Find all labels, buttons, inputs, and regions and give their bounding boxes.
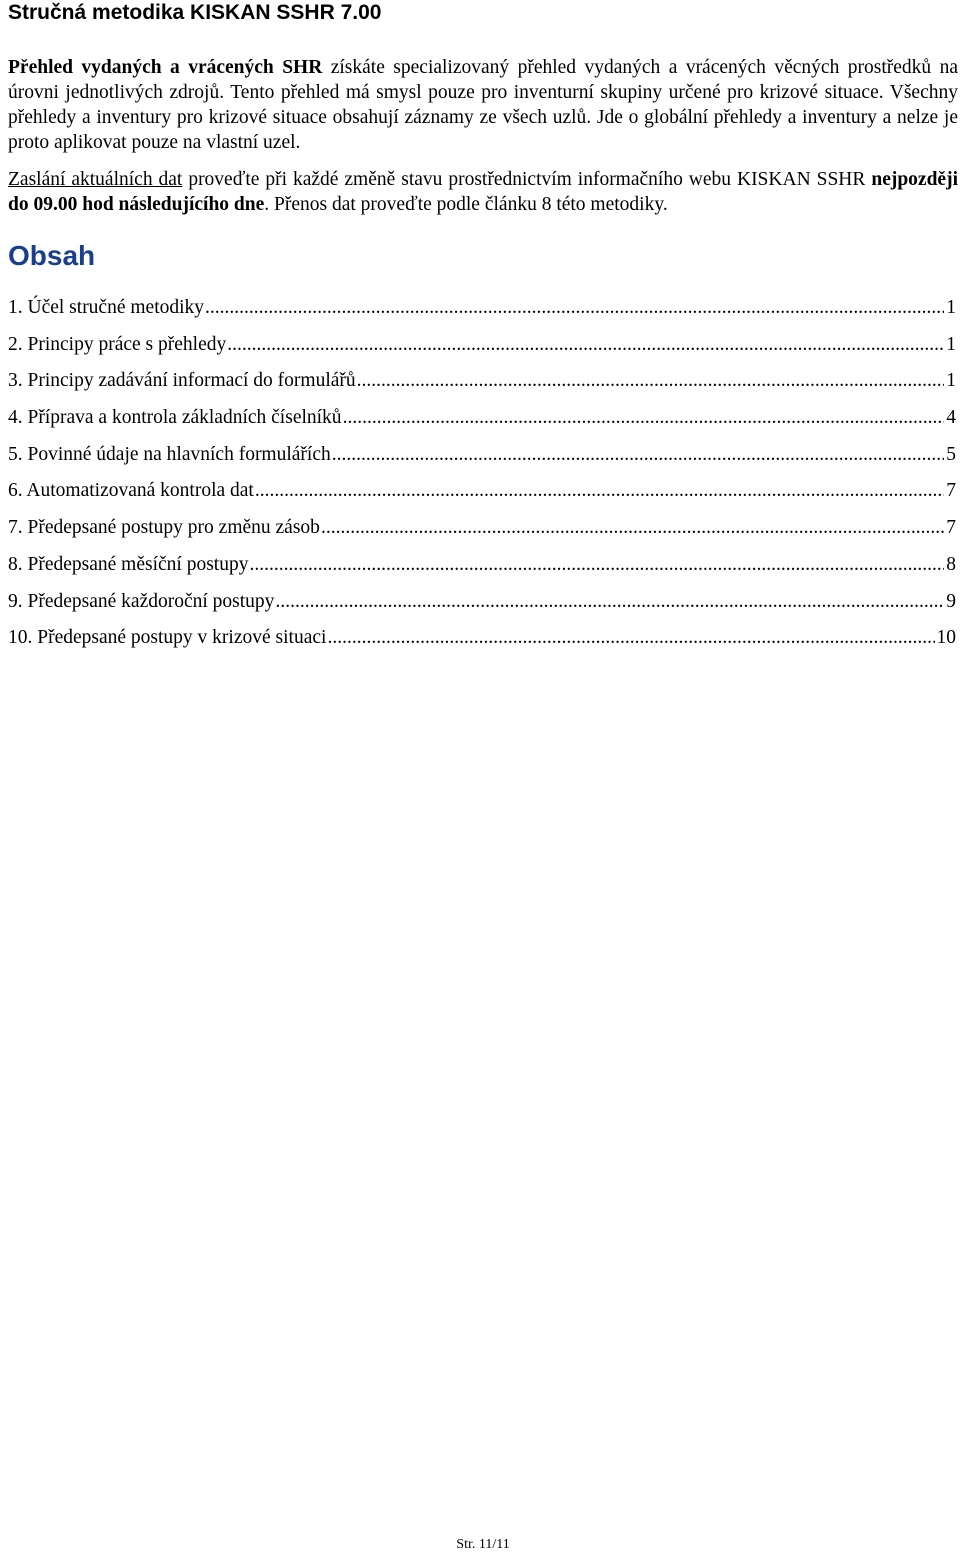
page-number: Str. 11/11 <box>456 1537 510 1552</box>
data-sending-text: proveďte při každé změně stavu prostřednictvím informačního webu KISKAN SSHR <box>182 169 872 190</box>
toc-leader-dots <box>343 405 945 431</box>
toc-leader-dots <box>227 332 944 358</box>
toc-entry-label: 3. Principy zadávání informací do formulářů <box>8 370 356 392</box>
intro-text: získáte specializovaný přehled vydaných a vrácených věcných prostředků na úrovni jednotlivých zdrojů. Tento přehled má smysl pouze pro inventurní skupiny určené pro krizové situace. Všechny přehledy a inventury pro krizové situace obsahují záznamy ze všech uzlů. Jde o globální přehledy a inventury a nelze je proto aplikovat pouze na vlastní uzel. <box>8 57 958 153</box>
data-sending-text-end: . Přenos dat proveďte podle článku 8 této metodiky. <box>264 194 668 215</box>
toc-entry[interactable] <box>8 589 956 626</box>
toc-entry-label: 5. Povinné údaje na hlavních formulářích <box>8 443 331 465</box>
toc-entry-label: 1. Účel stručné metodiky <box>8 297 205 318</box>
toc-leader-dots <box>275 589 944 615</box>
toc-entry-label: 2. Principy práce s přehledy <box>8 333 227 355</box>
toc-entry-label: 4. Příprava a kontrola základních číselníků <box>8 407 342 429</box>
intro-paragraph-overview <box>8 55 958 155</box>
toc-entry[interactable] <box>8 368 956 405</box>
toc-leader-dots <box>249 552 944 578</box>
toc-leader-dots <box>205 295 944 321</box>
intro-paragraph-data-sending <box>8 167 958 217</box>
toc-entry[interactable] <box>8 295 956 332</box>
toc-entry-label: 9. Předepsané každoroční postupy <box>8 590 275 612</box>
table-of-contents <box>8 295 956 662</box>
toc-entry-page: 1 <box>946 297 956 318</box>
toc-entry[interactable] <box>8 442 956 479</box>
toc-entry[interactable] <box>8 332 956 369</box>
toc-leader-dots <box>321 515 944 541</box>
toc-entry-page: 8 <box>946 553 956 575</box>
page-footer <box>0 1537 960 1553</box>
toc-entry-page: 9 <box>946 590 956 612</box>
toc-entry-page: 1 <box>946 333 956 355</box>
data-sending-underlined-term: Zaslání aktuálních dat <box>8 169 183 190</box>
toc-entry-page: 7 <box>946 480 956 502</box>
toc-leader-dots <box>255 478 944 504</box>
toc-entry-label: 8. Předepsané měsíční postupy <box>8 553 249 575</box>
toc-entry-label: 7. Předepsané postupy pro změnu zásob <box>8 517 320 539</box>
toc-entry-page: 5 <box>946 443 956 465</box>
toc-entry[interactable] <box>8 625 956 662</box>
toc-entry[interactable] <box>8 515 956 552</box>
toc-entry[interactable] <box>8 552 956 589</box>
intro-bold-term: Přehled vydaných a vrácených SHR <box>8 57 323 78</box>
toc-leader-dots <box>332 442 945 468</box>
toc-leader-dots <box>327 625 934 651</box>
toc-entry[interactable] <box>8 478 956 515</box>
toc-entry-label: 6. Automatizovaná kontrola dat <box>8 480 254 502</box>
toc-entry[interactable] <box>8 405 956 442</box>
toc-leader-dots <box>357 368 945 394</box>
toc-entry-page: 1 <box>946 370 956 392</box>
toc-entry-page: 4 <box>946 407 956 429</box>
toc-entry-page: 7 <box>946 517 956 539</box>
page-title: Stručná metodika KISKAN SSHR 7.00 <box>8 1 382 24</box>
toc-heading: Obsah <box>8 240 96 271</box>
toc-entry-label: 10. Předepsané postupy v krizové situaci <box>8 627 327 649</box>
toc-entry-page: 10 <box>936 627 956 649</box>
data-sending-deadline: nejpozději do 09.00 hod následujícího dne <box>8 169 958 215</box>
